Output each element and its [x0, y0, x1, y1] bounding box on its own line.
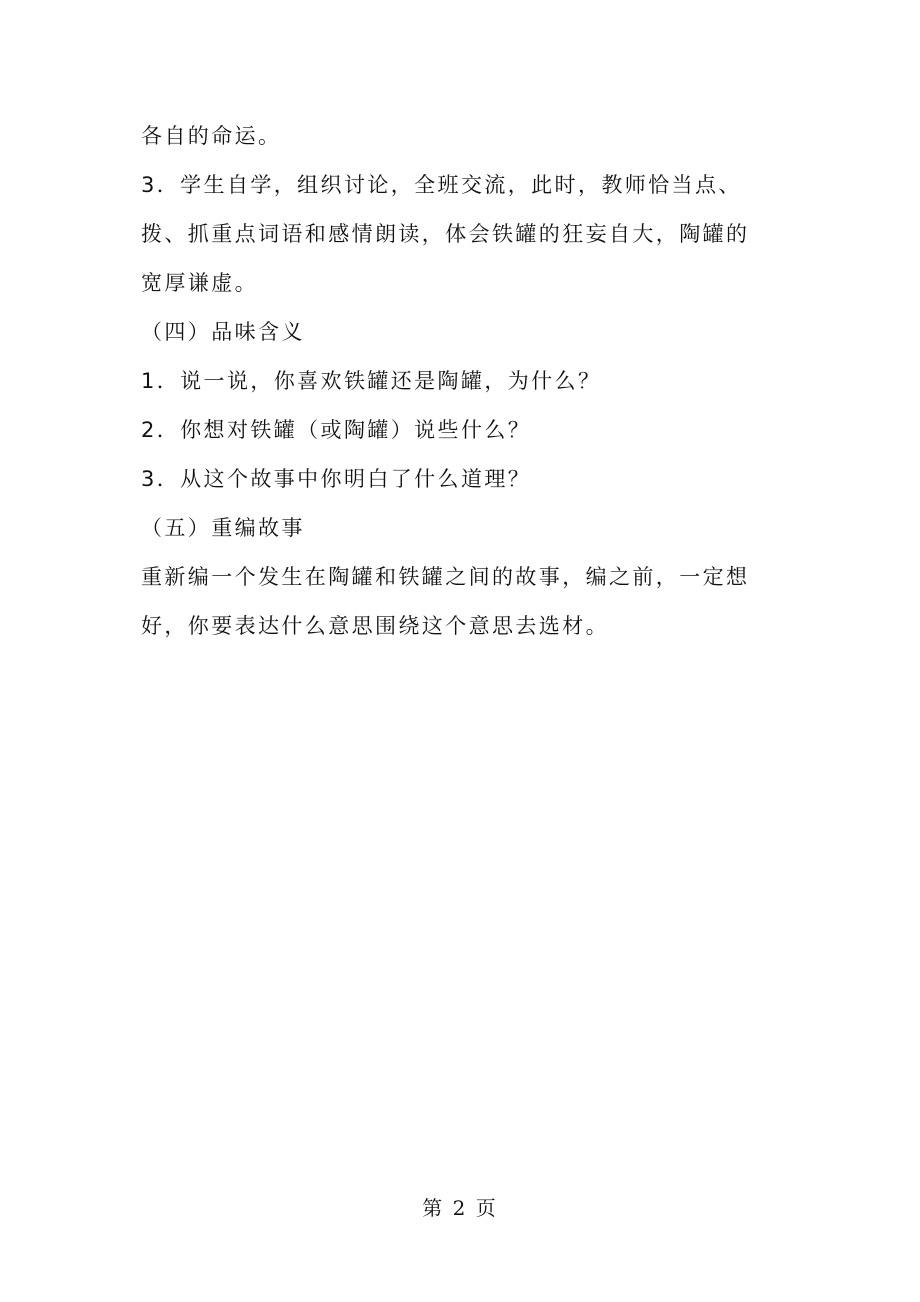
- paragraph-rewrite-story-end: 好，你要表达什么意思围绕这个意思去选材。: [141, 614, 609, 638]
- list-item-3-continued: 拨、抓重点词语和感情朗读，体会铁罐的狂妄自大，陶罐的: [141, 222, 750, 246]
- section-heading-four: （四）品味含义: [141, 320, 305, 344]
- list-item-3-end: 宽厚谦虚。: [141, 271, 258, 295]
- list-item-3-self-study: 3．学生自学，组织讨论，全班交流，此时，教师恰当点、: [141, 173, 742, 197]
- document-body: [141, 112, 791, 651]
- page-number: 第 2 页: [422, 1196, 498, 1220]
- question-2: 2．你想对铁罐（或陶罐）说些什么？: [141, 418, 532, 442]
- question-3: 3．从这个故事中你明白了什么道理？: [141, 467, 532, 491]
- paragraph-rewrite-story: 重新编一个发生在陶罐和铁罐之间的故事，编之前，一定想: [141, 565, 750, 589]
- question-1: 1．说一说，你喜欢铁罐还是陶罐，为什么？: [141, 369, 602, 393]
- section-heading-five: （五）重编故事: [141, 516, 305, 540]
- text-line-continuation: 各自的命运。: [141, 124, 282, 148]
